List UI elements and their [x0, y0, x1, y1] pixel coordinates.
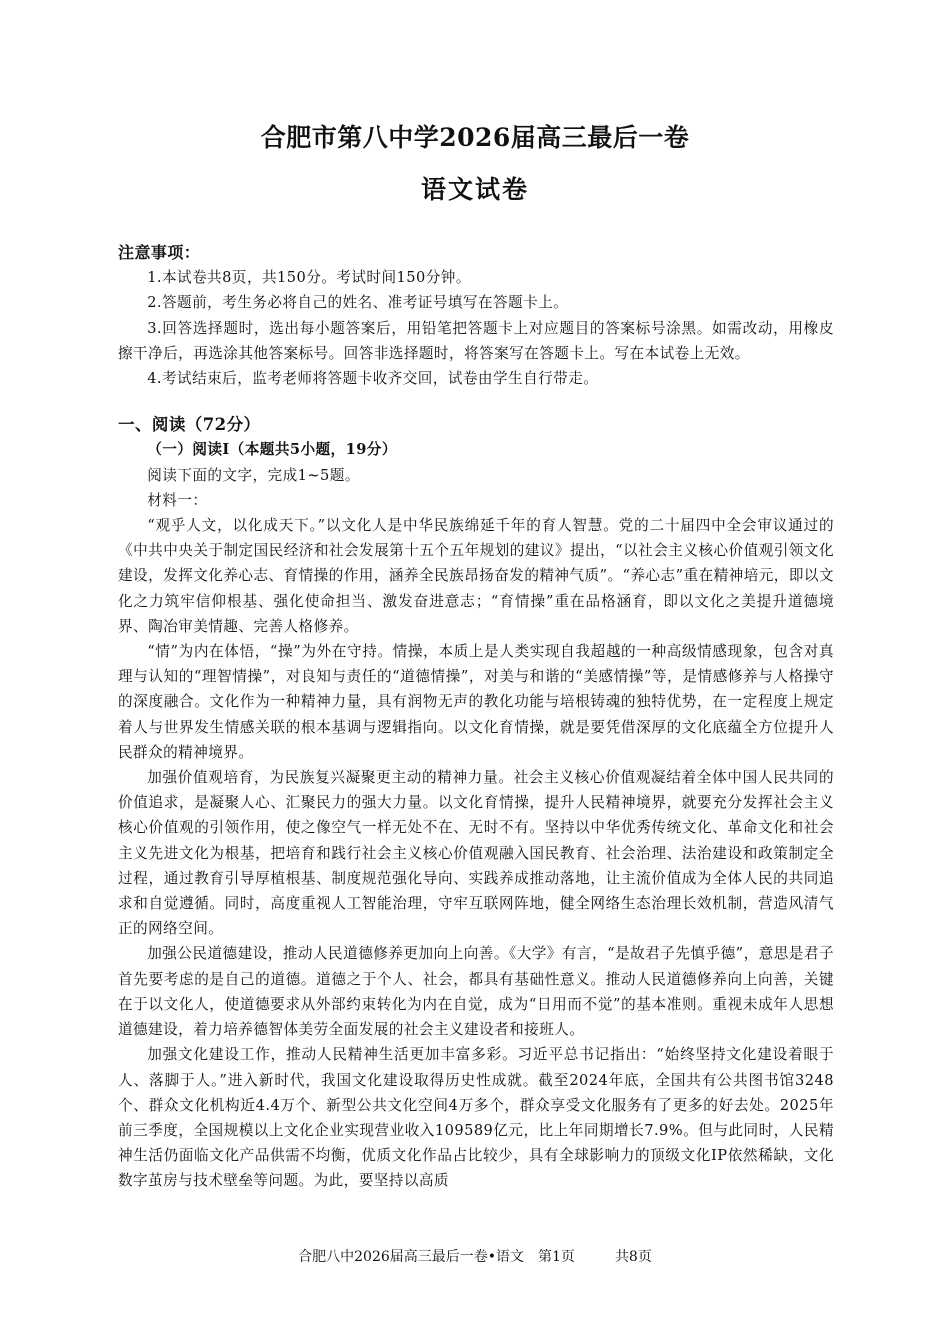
notice-item: 4.考试结束后，监考老师将答题卡收齐交回，试卷由学生自行带走。: [147, 370, 599, 388]
footer-page-info: 合肥八中2026届高三最后一卷•语文 第1页: [298, 1249, 575, 1265]
notice-heading: 注意事项：: [118, 243, 201, 262]
section-heading: 一、阅读（72分）: [118, 415, 261, 435]
material-label: 材料一：: [147, 491, 208, 509]
notice-item: 1.本试卷共8页，共150分。考试时间150分钟。: [147, 269, 471, 287]
page-footer: [0, 1246, 950, 1266]
subsection-heading: （一）阅读Ⅰ（本题共5小题，19分）: [147, 441, 397, 459]
reading-instruction: 阅读下面的文字，完成1~5题。: [147, 466, 360, 484]
subject-title: 语文试卷: [420, 175, 529, 204]
passage-paragraph: “观乎人文，以化成天下。”以文化人是中华民族绵延千年的育人智慧。党的二十届四中全会审议通过的《中共中央关于制定国民经济和社会发展第十五个五年规划的建议》提出，“以社会主义核心价值观引领文化建设，发挥文化养心志、育情操的作用，涵养全民族昂扬奋发的精神气质”。“养心志”重在精神培元，即以文化之力筑牢信仰根基、强化使命担当、激发奋进意志；“育情操”重在品格涵育，即以文化之美提升道德境界、陶冶审美情趣、完善人格修养。: [118, 517, 834, 635]
exam-title: 合肥市第八中学2026届高三最后一卷: [260, 123, 690, 152]
passage-paragraph: “情”为内在体悟，“操”为外在守持。情操，本质上是人类实现自我超越的一种高级情感现象，包含对真理与认知的“理智情操”，对良知与责任的“道德情操”，对美与和谐的“美感情操”等，是情感修养与人格操守的深度融合。文化作为一种精神力量，具有润物无声的教化功能与培根铸魂的独特优势，在一定程度上规定着人与世界发生情感关联的根本基调与逻辑指向。以文化育情操，就是要凭借深厚的文化底蕴全方位提升人民群众的精神境界。: [118, 643, 834, 761]
page-body: [118, 240, 834, 1194]
notice-block: [118, 240, 834, 391]
passage-paragraph: 加强价值观培育，为民族复兴凝聚更主动的精神力量。社会主义核心价值观凝结着全体中国人民共同的价值追求，是凝聚人心、汇聚民力的强大力量。以文化育情操，提升人民精神境界，就要充分发挥社会主义核心价值观的引领作用，使之像空气一样无处不在、无时不有。坚持以中华优秀传统文化、革命文化和社会主义先进文化为根基，把培育和践行社会主义核心价值观融入国民教育、社会治理、法治建设和政策制定全过程，通过教育引导厚植根基、制度规范强化导向、实践养成推动落地，让主流价值成为全体人民的共同追求和自觉遵循。同时，高度重视人工智能治理，守牢互联网阵地，健全网络生态治理长效机制，营造风清气正的网络空间。: [118, 769, 834, 938]
passage-paragraph: 加强文化建设工作，推动人民精神生活更加丰富多彩。习近平总书记指出：“始终坚持文化建设着眼于人、落脚于人。”进入新时代，我国文化建设取得历史性成就。截至2024年底，全国共有公共图书馆3248个、群众文化机构近4.4万个、新型公共文化空间4万多个，群众享受文化服务有了更多的好去处。2025年前三季度，全国规模以上文化企业实现营业收入109589亿元，比上年同期增长7.9%。但与此同时，人民精神生活仍面临文化产品供需不均衡，优质文化作品占比较少，具有全球影响力的顶级文化IP依然稀缺，文化数字茧房与技术壁垒等问题。为此，要坚持以高质: [118, 1046, 834, 1190]
footer-total-pages: 共8页: [614, 1249, 652, 1265]
notice-item: 2.答题前，考生务必将自己的姓名、准考证号填写在答题卡上。: [147, 294, 569, 312]
notice-item: 3.回答选择题时，选出每小题答案后，用铅笔把答题卡上对应题目的答案标号涂黑。如需改动，用橡皮擦干净后，再选涂其他答案标号。回答非选择题时，将答案写在答题卡上。写在本试卷上无效。: [118, 319, 834, 362]
passage-paragraph: 加强公民道德建设，推动人民道德修养更加向上向善。《大学》有言，“是故君子先慎乎德”，意思是君子首先要考虑的是自己的道德。道德之于个人、社会，都具有基础性意义。推动人民道德修养向上向善，关键在于以文化人，使道德要求从外部约束转化为内在自觉，成为“日用而不觉”的基本准则。重视未成年人思想道德建设，着力培养德智体美劳全面发展的社会主义建设者和接班人。: [118, 945, 834, 1039]
